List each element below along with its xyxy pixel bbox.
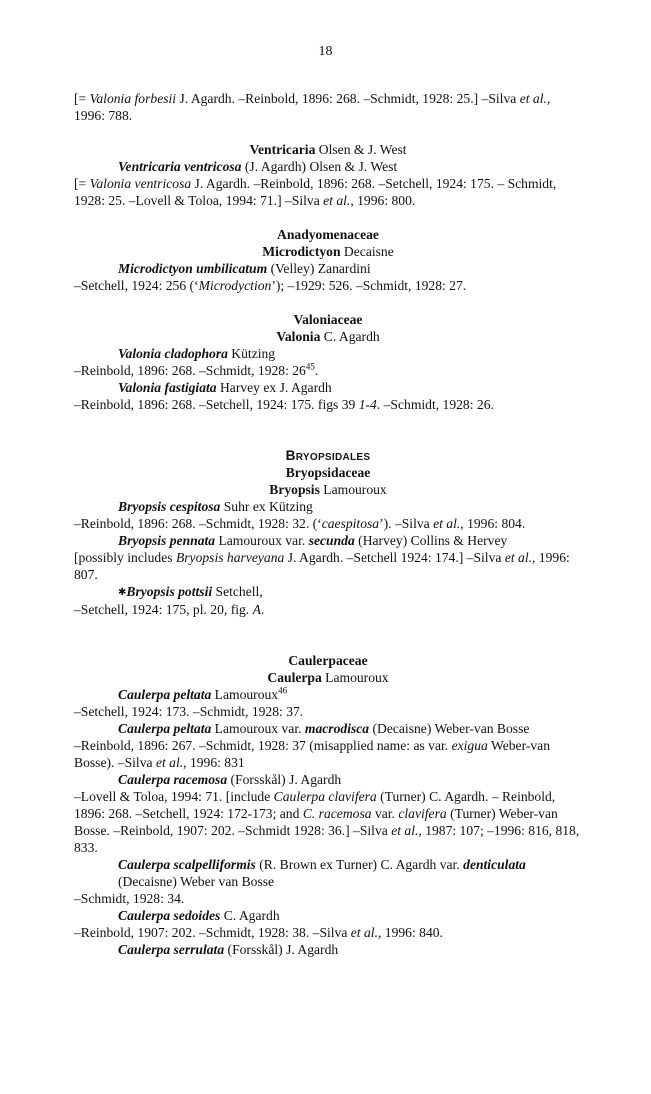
species-bryopsis-pennata-secunda: Bryopsis pennata Lamouroux var. secunda (Harvey) Collins & Hervey xyxy=(118,533,508,548)
genus-heading-ventricaria: Ventricaria Olsen & J. West xyxy=(249,142,407,157)
species-microdictyon-umbilicatum: Microdictyon umbilicatum (Velley) Zanardini xyxy=(118,261,371,276)
species-bryopsis-pottsii: ✱Bryopsis pottsii Setchell, xyxy=(118,584,263,599)
references-microdictyon-umbilicatum: –Setchell, 1924: 256 (‘Microdyction’); –1929: 526. –Schmidt, 1928: 27. xyxy=(74,278,467,293)
footnote-ref-45: 45 xyxy=(305,361,315,372)
references-caulerpa-racemosa: –Lovell & Toloa, 1994: 71. [include Caulerpa clavifera (Turner) C. Agardh. – Reinbold, 1896: 268. –Setchell, 1924: 172-173; and C. racemosa var. clavifera (Turner) Weber-van Bosse. –Reinbold, 1907: 202. –Schmidt 1928: 36.] –Silva et al., 1987: 107; –1996: 816, 818, 833. xyxy=(74,789,580,855)
references-valonia-fastigiata: –Reinbold, 1896: 268. –Setchell, 1924: 175. figs 39 1-4. –Schmidt, 1928: 26. xyxy=(74,397,494,412)
references-ventricaria-ventricosa: [= Valonia ventricosa J. Agardh. –Reinbold, 1896: 268. –Setchell, 1924: 175. – Schmidt, 1928: 25. –Lovell & Toloa, 1994: 71.] –Silva et al., 1996: 800. xyxy=(74,176,557,208)
genus-heading-caulerpa: Caulerpa Lamouroux xyxy=(267,670,389,685)
references-valonia-cladophora: –Reinbold, 1896: 268. –Schmidt, 1928: $26^{45}$. xyxy=(74,361,319,378)
references-caulerpa-peltata-macrodisca: –Reinbold, 1896: 267. –Schmidt, 1928: 37 (misapplied name: as var. exigua Weber-van Bosse). –Silva et al., 1996: 831 xyxy=(74,738,550,770)
order-heading-bryopsidales: Bryopsidales xyxy=(285,448,371,463)
genus-heading-microdictyon: Microdictyon Decaisne xyxy=(262,244,394,259)
references-bryopsis-pottsii: –Setchell, 1924: 175, pl. 20, fig. A. xyxy=(74,602,265,617)
references-caulerpa-scalpelliformis-denticulata: –Schmidt, 1928: 34. xyxy=(74,891,185,906)
genus-heading-bryopsis: Bryopsis Lamouroux xyxy=(269,482,387,497)
species-bryopsis-cespitosa: Bryopsis cespitosa Suhr ex Kützing xyxy=(118,499,313,514)
species-caulerpa-scalpelliformis-denticulata: Caulerpa scalpelliformis (R. Brown ex Turner) C. Agardh var. denticulata (Decaisne) Weber van Bosse xyxy=(118,857,526,889)
family-heading-caulerpaceae: Caulerpaceae xyxy=(288,653,368,668)
genus-heading-valonia: Valonia C. Agardh xyxy=(276,329,380,344)
star-marker-icon: ✱ xyxy=(118,587,127,598)
species-caulerpa-peltata-macrodisca: Caulerpa peltata Lamouroux var. macrodisca (Decaisne) Weber-van Bosse xyxy=(118,721,530,736)
references-bryopsis-pennata-secunda: [possibly includes Bryopsis harveyana J. Agardh. –Setchell 1924: 174.] –Silva et al., 1996: 807. xyxy=(74,550,570,582)
family-heading-valoniaceae: Valoniaceae xyxy=(293,312,363,327)
family-heading-bryopsidaceae: Bryopsidaceae xyxy=(285,465,371,480)
footnote-ref-46: 46 xyxy=(278,685,288,696)
page-content xyxy=(74,90,582,958)
page-number: 18 xyxy=(318,44,333,59)
references-bryopsis-cespitosa: –Reinbold, 1896: 268. –Schmidt, 1928: 32. (‘caespitosa’). –Silva et al., 1996: 804. xyxy=(74,516,526,531)
species-ventricaria-ventricosa: Ventricaria ventricosa (J. Agardh) Olsen & J. West xyxy=(118,159,398,174)
species-caulerpa-peltata: Caulerpa peltata Lamouroux$^{46}$ xyxy=(118,685,288,702)
species-caulerpa-racemosa: Caulerpa racemosa (Forsskål) J. Agardh xyxy=(118,772,342,787)
species-valonia-fastigiata: Valonia fastigiata Harvey ex J. Agardh xyxy=(118,380,332,395)
references-caulerpa-peltata: –Setchell, 1924: 173. –Schmidt, 1928: 37. xyxy=(74,704,304,719)
synonymy-paragraph: [= Valonia forbesii J. Agardh. –Reinbold, 1896: 268. –Schmidt, 1928: 25.] –Silva et al., 1996: 788. xyxy=(74,91,551,123)
family-heading-anadyomenaceae: Anadyomenaceae xyxy=(277,227,379,242)
species-caulerpa-sedoides: Caulerpa sedoides C. Agardh xyxy=(118,908,280,923)
species-valonia-cladophora: Valonia cladophora Kützing xyxy=(118,346,276,361)
species-caulerpa-serrulata: Caulerpa serrulata (Forsskål) J. Agardh xyxy=(118,942,339,957)
references-caulerpa-sedoides: –Reinbold, 1907: 202. –Schmidt, 1928: 38. –Silva et al., 1996: 840. xyxy=(74,925,443,940)
